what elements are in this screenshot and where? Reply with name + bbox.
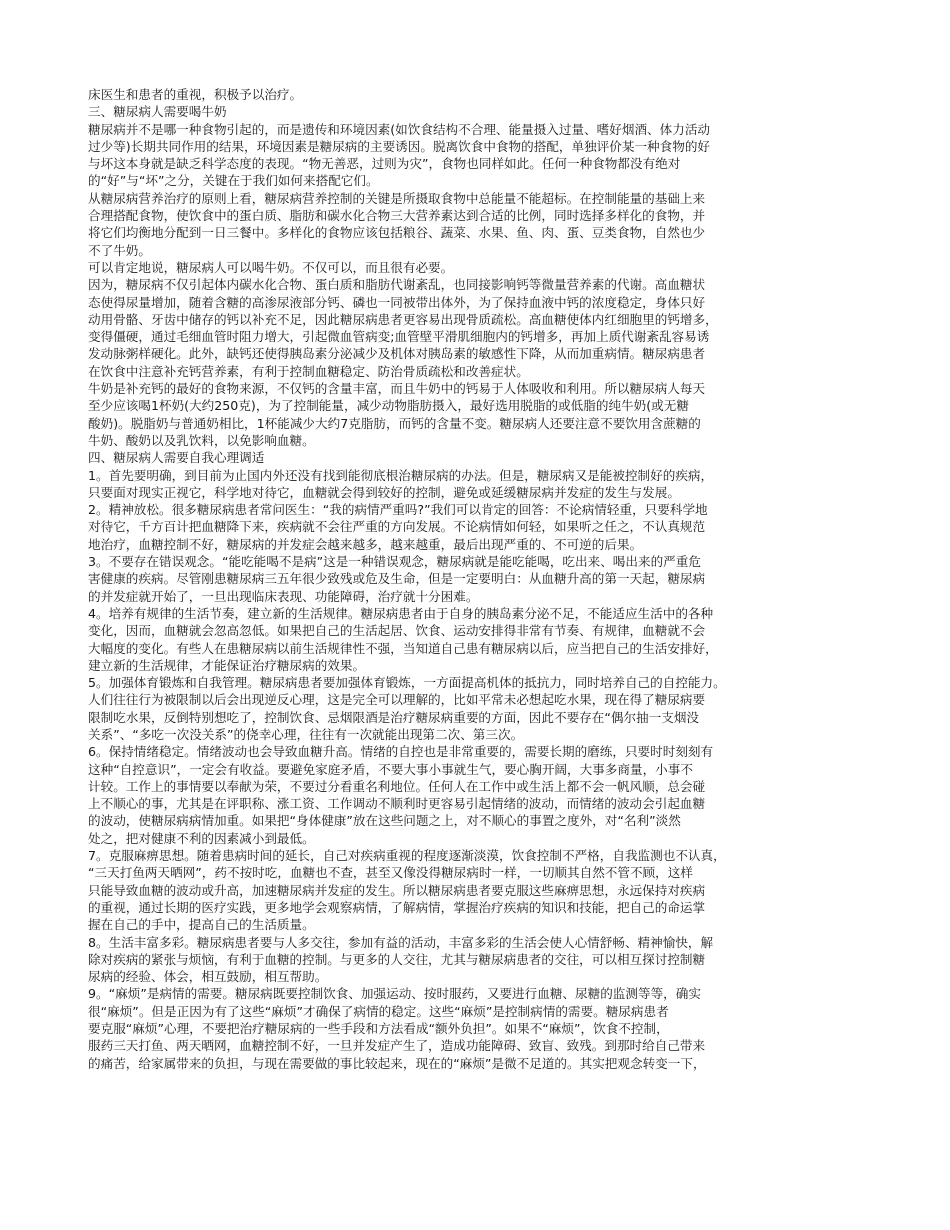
text-line: 3。不要存在错误观念。“能吃能喝不是病”这是一种错误观念，糖尿病就是能吃能喝，吃出来、喝出来的严重危	[88, 554, 701, 570]
text-line: 建立新的生活规律，才能保证治疗糖尿病的效果。	[88, 657, 366, 673]
text-line: 牛奶是补充钙的最好的食物来源，不仅钙的含量丰富，而且牛奶中的钙易于人体吸收和利用。所以糖尿病人每天	[88, 381, 706, 397]
text-line: 将它们均衡地分配到一日三餐中。多样化的食物应该包括粮谷、蔬菜、水果、鱼、肉、蛋、豆类食物，自然也少	[88, 225, 706, 241]
text-line: 害健康的疾病。尽管刚患糖尿病三五年很少致残或危及生命，但是一定要明白：从血糖升高的第一天起，糖尿病	[88, 571, 706, 587]
text-line: 四、糖尿病人需要自我心理调适	[88, 450, 265, 466]
text-line: 7。克服麻痹思想。随着患病时间的延长，自己对疾病重视的程度逐渐淡漠，饮食控制不严格，自我监测也不认真，	[88, 848, 726, 864]
text-line: 的并发症就开始了，一旦出现临床表现、功能障碍，治疗就十分困难。	[88, 588, 479, 604]
text-line: 牛奶、酸奶以及乳饮料，以免影响血糖。	[88, 432, 315, 448]
text-line: 处之，把对健康不利的因素减小到最低。	[88, 830, 315, 846]
text-line: 的痛苦，给家属带来的负担，与现在需要做的事比较起来，现在的“麻烦”是微不足道的。其实把观念转变一下，	[88, 1055, 706, 1071]
text-line: 的波动，使糖尿病病情加重。如果把“身体健康”放在这些问题之上，对不顺心的事置之度外，对“名利”淡然	[88, 813, 681, 829]
text-line: 要克服“麻烦”心理，不要把治疗糖尿病的一些手段和方法看成“额外负担”。如果不“麻烦”，饮食不控制，	[88, 1021, 669, 1037]
text-line: 很“麻烦”。但是正因为有了这些“麻烦”才确保了病情的稳定。这些“麻烦”是控制病情的需要。糖尿病患者	[88, 1003, 669, 1019]
text-line: 床医生和患者的重视，积极予以治疗。	[88, 87, 303, 102]
document-page	[88, 86, 864, 1072]
text-line: 糖尿病并不是哪一种食物引起的，而是遗传和环境因素(如饮食结构不合理、能量摄入过量、嗜好烟酒、体力活动	[88, 121, 711, 137]
text-line: 服药三天打鱼、两天晒网，血糖控制不好，一旦并发症产生了，造成功能障碍、致盲、致残。到那时给自己带来	[88, 1038, 706, 1054]
text-line: 尿病的经验、体会，相互鼓励，相互帮助。	[88, 969, 328, 985]
text-line: 因为，糖尿病不仅引起体内碳水化合物、蛋白质和脂肪代谢紊乱，也同接影响钙等微量营养素的代谢。高血糖状	[88, 277, 706, 293]
text-line: 这种“自控意识”，一定会有收益。要避免家庭矛盾，不要大事小事就生气，要心胸开阔，大事多商量，小事不	[88, 761, 693, 777]
text-line: 6。保持情绪稳定。情绪波动也会导致血糖升高。情绪的自控也是非常重要的，需要长期的磨练，只要时时刻刻有	[88, 744, 714, 760]
text-line: 三、糖尿病人需要喝牛奶	[88, 104, 227, 120]
text-line: “三天打鱼两天晒网”，药不按时吃，血糖也不查，甚至又像没得糖尿病时一样，一切顺其自然不管不顾，这样	[88, 865, 693, 881]
text-line: 动用骨骼、牙齿中储存的钙以补充不足，因此糖尿病患者更容易出现骨质疏松。高血糖使体内红细胞里的钙增多，	[88, 311, 718, 327]
text-line: 合理搭配食物，使饮食中的蛋白质、脂肪和碳水化合物三大营养素达到合适的比例，同时选择多样化的食物，并	[88, 208, 706, 224]
text-line: 关系”、“多吃一次没关系”的侥幸心理，往往有一次就能出现第二次、第三次。	[88, 726, 524, 742]
text-line: 上不顺心的事，尤其是在评职称、涨工资、工作调动不顺利时更容易引起情绪的波动，而情绪的波动会引起血糖	[88, 796, 706, 812]
text-line: 过少等)长期共同作用的结果，环境因素是糖尿病的主要诱因。脱离饮食中食物的搭配，单独评价某一种食物的好	[88, 138, 711, 154]
text-line: 1。首先要明确，到目前为止国内外还没有找到能彻底根治糖尿病的办法。但是，糖尿病又是能被控制好的疾病，	[88, 467, 714, 483]
text-line: 握在自己的手中，提高自己的生活质量。	[88, 917, 315, 933]
text-line: 在饮食中注意补充钙营养素，有利于控制血糖稳定、防治骨质疏松和改善症状。	[88, 363, 529, 379]
text-line: 的重视，通过长期的医疗实践，更多地学会观察病情，了解病情，掌握治疗疾病的知识和技能，把自己的命运掌	[88, 899, 706, 915]
text-line: 与坏这本身就是缺乏科学态度的表现。“物无善恶，过则为灾”，食物也同样如此。任何一种食物都没有绝对	[88, 156, 681, 172]
text-line: 8。生活丰富多彩。糖尿病患者要与人多交往，参加有益的活动，丰富多彩的生活会使人心情舒畅、精神愉快，解	[88, 934, 714, 950]
text-line: 只能导致血糖的波动或升高，加速糖尿病并发症的发生。所以糖尿病患者要克服这些麻痹思想，永远保持对疾病	[88, 882, 706, 898]
text-line: 2。精神放松。很多糖尿病患者常问医生：“我的病情严重吗?”我们可以肯定的回答：不论病情轻重，只要科学地	[88, 502, 708, 518]
text-line: 对待它，千方百计把血糖降下来，疾病就不会往严重的方向发展。不论病情如何轻，如果听之任之，不认真规范	[88, 519, 706, 535]
text-line: 从糖尿病营养治疗的原则上看，糖尿病营养控制的关键是所摄取食物中总能量不能超标。在控制能量的基础上来	[88, 190, 706, 206]
text-line: 酸奶)。脱脂奶与普通奶相比，1杯能减少大约7克脂肪，而钙的含量不变。糖尿病人还要注意不要饮用含蔗糖的	[88, 415, 701, 431]
text-line: 发动脉粥样硬化。此外，缺钙还使得胰岛素分泌减少及机体对胰岛素的敏感性下降，从而加重病情。糖尿病患者	[88, 346, 706, 362]
text-line: 只要面对现实正视它，科学地对待它，血糖就会得到较好的控制，避免或延缓糖尿病并发症的发生与发展。	[88, 484, 680, 500]
text-line: 可以肯定地说，糖尿病人可以喝牛奶。不仅可以，而且很有必要。	[88, 259, 454, 275]
text-line: 大幅度的变化。有些人在患糖尿病以前生活规律性不强，当知道自己患有糖尿病以后，应当把自己的生活安排好，	[88, 640, 718, 656]
text-line: 不了牛奶。	[88, 242, 151, 258]
text-line: 人们往往行为被限制以后会出现逆反心理，这是完全可以理解的，比如平常未必想起吃水果，现在得了糖尿病要	[88, 692, 706, 708]
text-line: 至少应该喝1杯奶(大约250克)，为了控制能量，减少动物脂肪摄入，最好选用脱脂的或低脂的纯牛奶(或无糖	[88, 398, 689, 414]
text-line: 变化，因而，血糖就会忽高忽低。如果把自己的生活起居、饮食、运动安排得非常有节奏、有规律，血糖就不会	[88, 623, 706, 639]
text-line: 除对疾病的紧张与烦恼，有利于血糖的控制。与更多的人交往，尤其与糖尿病患者的交往，可以相互探讨控制糖	[88, 951, 706, 967]
text-line: 的“好”与“坏”之分，关键在于我们如何来搭配它们。	[88, 173, 379, 189]
text-line: 态使得尿量增加，随着含糖的高渗尿液部分钙、磷也一同被带出体外，为了保持血液中钙的浓度稳定，身体只好	[88, 294, 706, 310]
text-line: 9。“麻烦”是病情的需要。糖尿病既要控制饮食、加强运动、按时服药，又要进行血糖、尿糖的监测等等，确实	[88, 986, 701, 1002]
text-line: 限制吃水果，反倒特别想吃了，控制饮食、忌烟限酒是治疗糖尿病重要的方面，因此不要存在“偶尔抽一支烟没	[88, 709, 700, 725]
text-line: 地治疗，血糖控制不好，糖尿病的并发症会越来越多，越来越重，最后出现严重的、不可逆的后果。	[88, 536, 643, 552]
text-line: 5。加强体育锻炼和自我管理。糖尿病患者要加强体育锻炼，一方面提高机体的抵抗力，同时培养自己的自控能力。	[88, 675, 726, 691]
text-line: 变得僵硬，通过毛细血管时阻力增大，引起微血管病变;血管壁平滑肌细胞内的钙增多，再加上质代谢紊乱容易诱	[88, 329, 710, 345]
text-line: 计较。工作上的事情要以奉献为荣，不要过分看重名利地位。任何人在工作中或生活上都不会一帆风顺，总会碰	[88, 778, 706, 794]
text-line: 4。培养有规律的生活节奏，建立新的生活规律。糖尿病患者由于自身的胰岛素分泌不足，不能适应生活中的各种	[88, 605, 714, 621]
